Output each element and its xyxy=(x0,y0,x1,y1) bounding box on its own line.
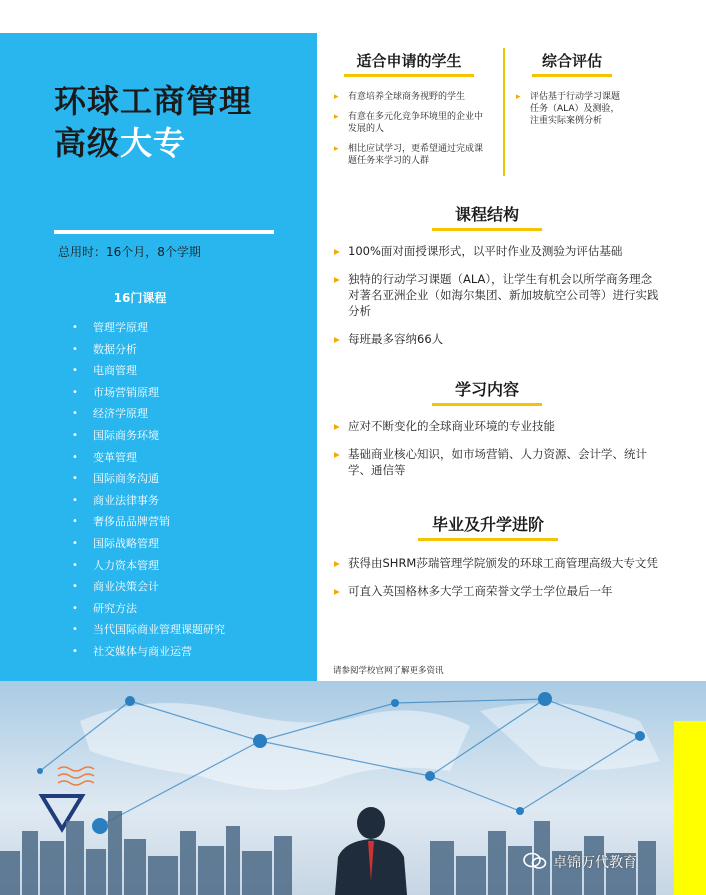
bullet-icon: • xyxy=(72,581,78,593)
arrow-right-icon: ▸ xyxy=(334,112,339,122)
course-item xyxy=(72,558,225,580)
wechat-icon xyxy=(523,852,547,870)
title-divider xyxy=(54,230,274,234)
footer-note: 请参阅学校官网了解更多资讯 xyxy=(333,666,444,676)
arrow-right-icon: ▸ xyxy=(334,272,340,286)
course-item xyxy=(72,471,225,493)
course-label: 人力资本管理 xyxy=(93,558,159,572)
heading-underline xyxy=(344,74,474,77)
arrow-right-icon: ▸ xyxy=(334,447,340,461)
bullet-icon: • xyxy=(72,494,78,506)
watermark-text: 卓锦万代教育 xyxy=(553,855,637,871)
bullet-icon: • xyxy=(72,624,78,636)
course-item xyxy=(72,385,225,407)
course-item xyxy=(72,622,225,644)
heading-wrap xyxy=(432,377,542,406)
course-item xyxy=(72,514,225,536)
arrow-right-icon: ▸ xyxy=(334,244,340,258)
course-label: 研究方法 xyxy=(93,601,137,615)
title-highlight-part: 大专 xyxy=(120,124,187,162)
course-item xyxy=(72,450,225,472)
applicants-section xyxy=(334,50,484,175)
heading-underline xyxy=(418,538,558,541)
list-item-text: 每班最多容纳66人 xyxy=(348,332,444,346)
list-item xyxy=(334,418,660,434)
course-label: 奢侈品品牌营销 xyxy=(93,515,170,529)
section-heading: 毕业及升学进阶 xyxy=(431,515,544,534)
list-item-text: 有意培养全球商务视野的学生 xyxy=(348,92,466,102)
bullet-icon: • xyxy=(72,451,78,463)
section-divider xyxy=(503,48,505,176)
assessment-section xyxy=(516,50,628,135)
section-heading: 适合申请的学生 xyxy=(356,52,462,70)
bullet-icon: • xyxy=(72,429,78,441)
arrow-right-icon: ▸ xyxy=(334,92,339,102)
course-label: 管理学原理 xyxy=(93,321,148,334)
course-label: 市场营销原理 xyxy=(93,385,159,399)
list-item xyxy=(334,243,660,259)
heading-wrap xyxy=(418,512,558,541)
structure-section xyxy=(334,202,660,359)
course-label: 国际商务沟通 xyxy=(93,472,159,486)
section-heading: 学习内容 xyxy=(454,380,519,399)
list-item xyxy=(334,143,484,167)
list-item-text: 获得由SHRM莎瑞管理学院颁发的环球工商管理高级大专文凭 xyxy=(348,556,658,570)
section-heading: 综合评估 xyxy=(541,52,602,70)
total-duration: 总用时：16个月，8个学期 xyxy=(58,245,201,259)
graduation-section xyxy=(334,512,660,611)
course-label: 商业决策会计 xyxy=(93,580,159,594)
course-item xyxy=(72,320,225,342)
course-item xyxy=(72,644,225,666)
bullet-icon: • xyxy=(72,365,78,377)
course-item xyxy=(72,601,225,623)
bullet-icon: • xyxy=(72,473,78,485)
list-item-text: 100%面对面授课形式，以平时作业及测验为评估基础 xyxy=(348,244,623,258)
list-item xyxy=(334,111,484,135)
list-item xyxy=(334,555,660,571)
list-item-text: 应对不断变化的全球商业环境的专业技能 xyxy=(348,419,555,433)
heading-wrap xyxy=(432,202,542,231)
list-item xyxy=(334,583,660,599)
course-item xyxy=(72,579,225,601)
list-item xyxy=(334,91,484,103)
list-item xyxy=(334,331,660,347)
bullet-icon: • xyxy=(72,343,78,355)
bullet-icon: • xyxy=(72,537,78,549)
course-count: 16门课程 xyxy=(113,291,167,305)
course-label: 商业法律事务 xyxy=(93,493,159,507)
title-line-2 xyxy=(54,122,252,164)
list-item xyxy=(334,446,660,478)
course-item xyxy=(72,536,225,558)
course-label: 电商管理 xyxy=(93,364,137,378)
course-item xyxy=(72,342,225,364)
heading-underline xyxy=(532,74,612,77)
list-item-text: 可直入英国格林多大学工商荣誉文学士学位最后一年 xyxy=(348,584,613,598)
page-title xyxy=(54,80,252,164)
bullet-icon: • xyxy=(72,516,78,528)
list-item xyxy=(516,91,628,127)
heading-underline xyxy=(432,228,542,231)
bullet-icon: • xyxy=(72,602,78,614)
course-list xyxy=(72,320,225,666)
arrow-right-icon: ▸ xyxy=(334,332,340,346)
arrow-right-icon: ▸ xyxy=(334,556,340,570)
course-label: 国际战略管理 xyxy=(93,536,159,550)
arrow-right-icon: ▸ xyxy=(516,92,521,102)
list-item-text: 有意在多元化竞争环境里的企业中发展的人 xyxy=(348,112,484,134)
course-label: 当代国际商业管理课题研究 xyxy=(93,623,225,637)
list-item-text: 独特的行动学习课题（ALA），让学生有机会以所学商务理念对著名亚洲企业（如海尔集团、新加坡航空公司等）进行实践分析 xyxy=(348,272,659,318)
title-line-1: 环球工商管理 xyxy=(54,82,253,120)
course-item xyxy=(72,363,225,385)
list-item-text: 基础商业核心知识，如市场营销、人力资源、会计学、统计学、通信等 xyxy=(348,447,647,477)
course-label: 经济学原理 xyxy=(93,407,148,421)
course-item xyxy=(72,406,225,428)
bullet-icon: • xyxy=(72,559,78,571)
bullet-icon: • xyxy=(72,386,78,398)
course-label: 变革管理 xyxy=(93,450,137,464)
arrow-right-icon: ▸ xyxy=(334,584,340,598)
title-dark-part: 高级 xyxy=(54,124,121,162)
arrow-right-icon: ▸ xyxy=(334,144,339,154)
bullet-icon: • xyxy=(72,322,78,333)
course-label: 数据分析 xyxy=(93,342,137,356)
course-item xyxy=(72,428,225,450)
bullet-icon: • xyxy=(72,645,78,657)
list-item-text: 相比应试学习，更希望通过完成课题任务来学习的人群 xyxy=(348,144,484,166)
arrow-right-icon: ▸ xyxy=(334,419,340,433)
heading-underline xyxy=(432,403,542,406)
bullet-icon: • xyxy=(72,408,78,420)
section-heading: 课程结构 xyxy=(454,205,519,224)
list-item-text: 评估基于行动学习课题任务（ALA）及测验，注重实际案例分析 xyxy=(530,92,621,126)
course-label: 社交媒体与商业运营 xyxy=(93,644,192,658)
course-label: 国际商务环境 xyxy=(93,428,159,442)
content-section xyxy=(334,377,660,490)
course-item xyxy=(72,493,225,515)
list-item xyxy=(334,271,660,319)
